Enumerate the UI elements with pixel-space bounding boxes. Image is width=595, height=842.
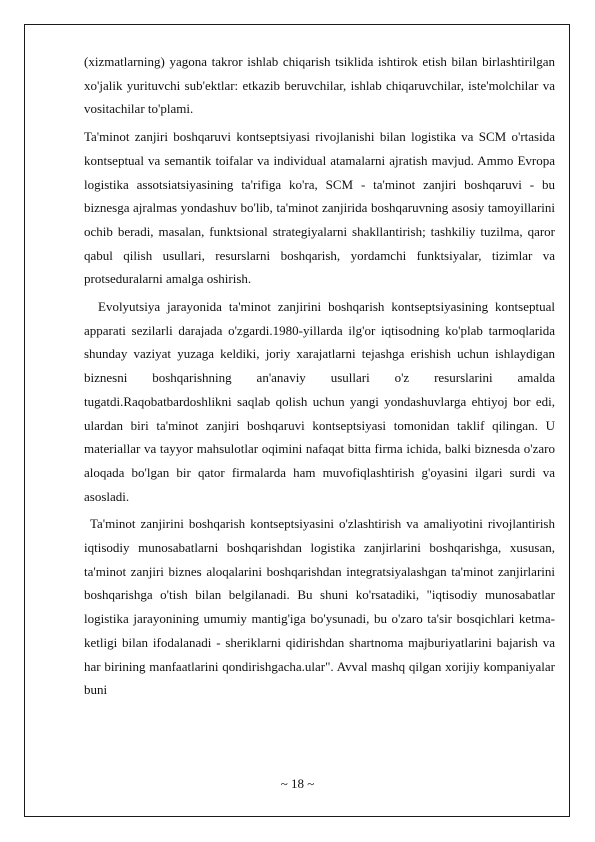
- page-number: ~ 18 ~: [280, 776, 315, 791]
- paragraph-1: (xizmatlarning) yagona takror ishlab chiqarish tsiklida ishtirok etish bilan birlashtirilgan xo'jalik yurituvchi sub'ektlar: etkazib beruvchilar, ishlab chiqaruvchilar, iste'molchilar va vositachilar to'plami.: [84, 54, 555, 117]
- paragraph-2: Ta'minot zanjiri boshqaruvi kontseptsiyasi rivojlanishi bilan logistika va SCM o'rtasida kontseptual va semantik toifalar va individual atamalarni ajratish mavjud. Ammo Evropa logistika assotsiatsiyasining ta'rifiga ko'ra, SCM - ta'minot zanjiri boshqaruvi - bu biznesga ajralmas yondashuv bo'lib, ta'minot zanjirida boshqaruvning asosiy tamoyillarini ochib beradi, masalan, funktsional strategiyalarni shakllantirish; tashkiliy tuzilma, qaror qabul qilish usullari, resurslarni boshqarish, yordamchi funktsiyalar, tizimlar va protseduralarni amalga oshirish.: [84, 129, 555, 287]
- paragraph-3: Evolyutsiya jarayonida ta'minot zanjirini boshqarish kontseptsiyasining kontseptual apparati sezilarli darajada o'zgardi.1980-yillarda ilg'or iqtisodning ko'plab tarmoqlarida shunday vaziyat yuzaga keldiki, joriy xarajatlarni tejashga erishish uchun ishlaydigan biznesni boshqarishning an'anaviy usullari o'z resurslarini amalda tugatdi.Raqobatbardoshlikni saqlab qolish uchun yangi yondashuvlarga ehtiyoj bor edi, ulardan biri ta'minot zanjiri boshqaruvi kontseptsiyasi tomonidan taklif qilingan. U materiallar va tayyor mahsulotlar oqimini nafaqat bitta firma ichida, balki biznesda o'zaro aloqada bo'lgan bir qator firmalarda ham muvofiqlashtirish g'oyasini ilgari surdi va asosladi.: [84, 299, 555, 504]
- document-body: [84, 50, 555, 702]
- paragraph-4: Ta'minot zanjirini boshqarish kontseptsiyasini o'zlashtirish va amaliyotini rivojlantirish iqtisodiy munosabatlarni boshqarishdan logistika zanjirlarini boshqarishga, xususan, ta'minot zanjiri biznes aloqalarini boshqarishdan integratsiyalashgan ta'minot zanjirlarini boshqarishga o'tish bilan belgilanadi. Bu shuni ko'rsatadiki, "iqtisodiy munosabatlar logistika jarayonining umumiy mantig'iga bo'ysunadi, bu o'zaro ta'sir bosqichlari ketma-ketligi bilan ifodalanadi - sheriklarni qidirishdan shartnoma majburiyatlarini bajarish va har birining manfaatlarini qondirishgacha.ular". Avval mashq qilgan xorijiy kompaniyalar buni: [84, 516, 555, 698]
